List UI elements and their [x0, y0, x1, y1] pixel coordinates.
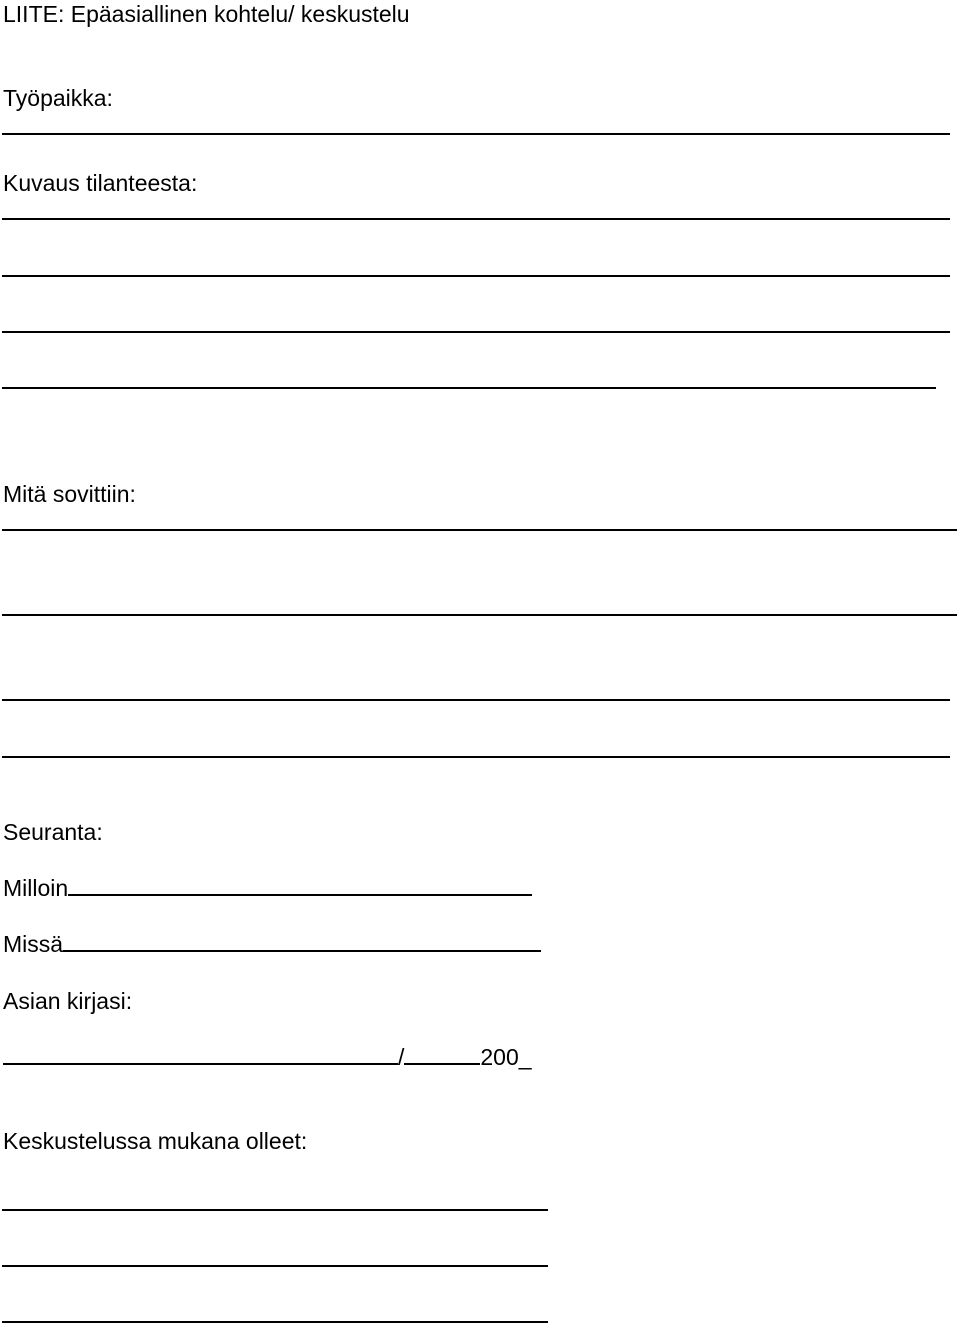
description-line-3[interactable] — [2, 331, 950, 333]
agreed-line-2[interactable] — [2, 614, 957, 616]
when-row — [3, 874, 532, 902]
participants-line-2[interactable] — [2, 1265, 548, 1267]
when-label: Milloin — [3, 875, 69, 901]
agreed-line-1[interactable] — [2, 529, 957, 531]
participants-line-3[interactable] — [2, 1321, 548, 1323]
year-prefix: 200 — [480, 1044, 519, 1070]
description-line-1[interactable] — [2, 218, 950, 220]
when-line[interactable] — [68, 874, 532, 896]
document-title: LIITE: Epäasiallinen kohtelu/ keskustelu — [3, 1, 410, 27]
year-suffix[interactable]: _ — [518, 1044, 532, 1070]
recorder-label: Asian kirjasi: — [3, 988, 133, 1014]
participants-line-1[interactable] — [2, 1209, 548, 1211]
agreed-label: Mitä sovittiin: — [3, 481, 136, 507]
where-line[interactable] — [63, 930, 541, 952]
date-month-line[interactable] — [404, 1043, 480, 1065]
where-label: Missä — [3, 931, 64, 957]
description-line-4[interactable] — [2, 387, 936, 389]
date-row — [3, 1043, 532, 1071]
workplace-line[interactable] — [2, 133, 950, 135]
description-label: Kuvaus tilanteesta: — [3, 170, 198, 196]
participants-label: Keskustelussa mukana olleet: — [3, 1128, 308, 1154]
where-row — [3, 930, 541, 958]
agreed-line-4[interactable] — [2, 756, 950, 758]
date-day-month-line[interactable] — [3, 1043, 398, 1065]
description-line-2[interactable] — [2, 275, 950, 277]
date-separator: / — [398, 1044, 405, 1070]
agreed-line-3[interactable] — [2, 699, 950, 701]
workplace-label: Työpaikka: — [3, 85, 113, 111]
followup-label: Seuranta: — [3, 819, 103, 845]
